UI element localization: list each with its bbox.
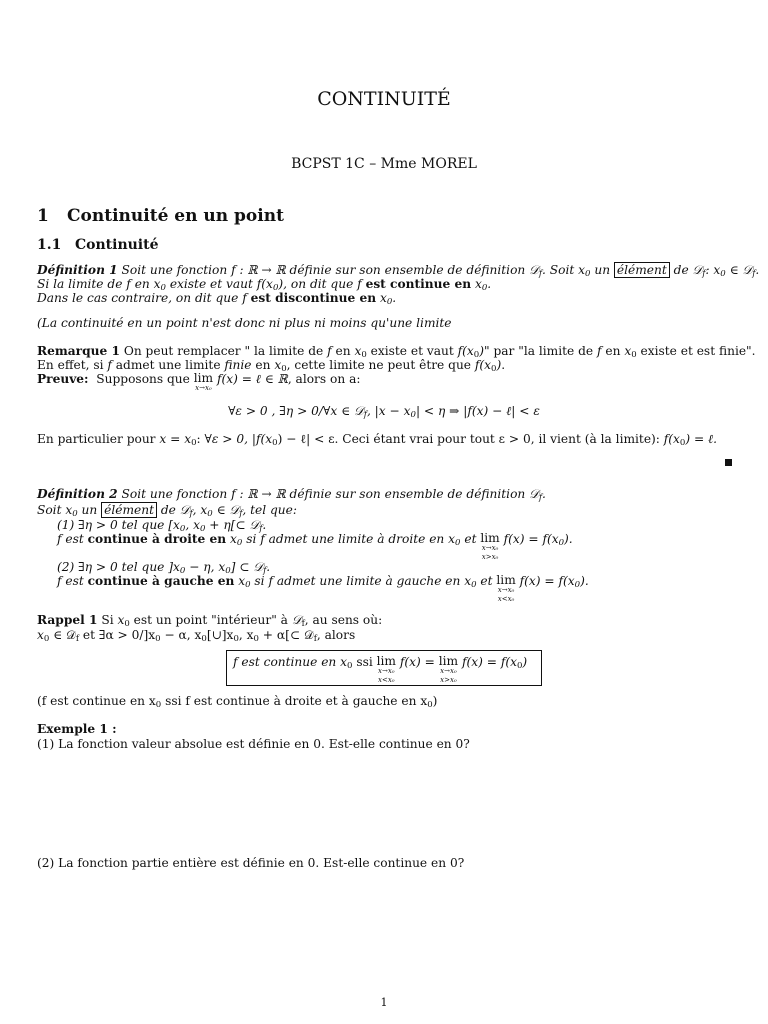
math: f (107, 358, 112, 372)
math: f (327, 344, 332, 358)
lim-sub: x→x₀ (481, 544, 499, 553)
text: un (81, 503, 98, 517)
text: Supposons que (96, 372, 190, 386)
math: [∪]x (206, 628, 234, 642)
math: f(x) = (399, 655, 435, 669)
math-sub: 0 (207, 509, 213, 520)
text: En effet, si (37, 358, 104, 372)
math-sub: f (313, 634, 317, 645)
math: ) (564, 532, 569, 546)
math: f(x (558, 574, 575, 588)
math: . (487, 277, 492, 291)
math: f : ℝ → ℝ (231, 487, 286, 501)
math: + α[⊂ 𝒟 (258, 628, 314, 642)
math-sub: 0 (191, 438, 197, 449)
rappel-line2 (37, 628, 355, 643)
math: x (200, 503, 208, 517)
text: Soit une fonction (121, 263, 228, 277)
qed-square-icon (725, 459, 732, 466)
text: et (464, 532, 477, 546)
text: Si la limite de (37, 277, 123, 291)
def1-line1 (37, 263, 759, 278)
text-italic: finie (224, 358, 252, 372)
math: x (624, 344, 632, 358)
math: ∀ε > 0, |f(x (204, 432, 273, 446)
math: x (578, 263, 586, 277)
note: (La continuité en un point n'est donc ni plus ni moins qu'une limite (37, 316, 452, 330)
math: f(x (474, 358, 492, 372)
math-sub: 0 (272, 438, 278, 449)
math: . (392, 291, 397, 305)
lim: lim (496, 573, 516, 587)
text: existe et est finie". (640, 344, 756, 358)
proof-line (37, 372, 360, 393)
rappel-after (37, 694, 437, 709)
math: ) = ℓ. (685, 432, 718, 446)
lim-sub: x→x₀ (440, 667, 457, 676)
math-sub: 0 (160, 283, 166, 294)
math-sub: f (752, 269, 756, 280)
math-sub: 0 (43, 634, 50, 645)
text: un (594, 263, 611, 277)
math-sub: 0 (245, 580, 251, 591)
math: . (501, 358, 506, 372)
math: ∈ 𝒟 (729, 263, 753, 277)
math: : (196, 432, 201, 446)
text-bold: continue à gauche en (87, 574, 235, 588)
def1-line3 (37, 291, 396, 306)
proof-label: Preuve: (37, 372, 89, 386)
document-subtitle: BCPST 1C – Mme MOREL (291, 156, 477, 172)
text: admet une limite à droite en (268, 532, 445, 546)
math-sub: 0 (124, 619, 130, 630)
lim: lim (438, 654, 459, 668)
math: f (242, 291, 247, 305)
math-sub: 0 (427, 700, 433, 711)
example-label: Exemple 1 : (37, 722, 117, 736)
math: x (474, 277, 482, 291)
text: est (65, 532, 84, 546)
def2-left-continuity (57, 574, 589, 603)
math-sub: 0 (386, 297, 393, 308)
math-sub: 0 (201, 634, 207, 645)
math: f est continue en x (233, 655, 348, 669)
def2-line2 (37, 503, 297, 518)
math-sub: f (702, 269, 706, 280)
text: (f est continue en x (37, 694, 156, 708)
math-sub: f (259, 524, 263, 535)
math: f(x (457, 344, 474, 358)
math-sub: 0 (585, 269, 591, 280)
math: 𝒟 (291, 613, 302, 627)
math: f (357, 277, 362, 291)
text: (2) ∃η > 0 tel que (57, 560, 165, 574)
remark1-line1: Remarque 1 On peut remplacer " la limite de f en $x_0$ existe et vaut $f(x_0)$" par "la limite de f en $x_0$ existe et est finie". (37, 344, 756, 361)
lim-sub: x<x₀ (497, 594, 515, 603)
math-sub: f (538, 269, 543, 280)
math: . (266, 560, 271, 574)
limit-expression (439, 655, 458, 684)
def2-right-continuity (57, 532, 573, 561)
math-sub: 0 (410, 410, 416, 421)
proof-conclusion (37, 432, 717, 447)
section-title: Continuité en un point (67, 206, 284, 226)
math: x (153, 277, 161, 291)
text: Dans le cas contraire, on dit que (37, 291, 239, 305)
math: ∈ 𝒟 (216, 503, 240, 517)
math: ) (580, 574, 585, 588)
math: . (262, 518, 267, 532)
math: et ∃α > 0/]x (78, 628, 156, 642)
math: f (57, 532, 62, 546)
page-number: 1 (380, 996, 388, 1009)
text-bold: est discontinue en (250, 291, 377, 305)
math: + η[⊂ 𝒟 (205, 518, 260, 532)
subsection-number: 1.1 (37, 237, 62, 253)
math-sub: 0 (225, 566, 231, 577)
math-sub: f (363, 410, 367, 421)
text: Soit (549, 263, 575, 277)
math: , (192, 503, 197, 517)
lim-sub: x>x₀ (440, 675, 457, 684)
math: ) (522, 655, 528, 669)
text: ssi (356, 655, 373, 669)
document-title: CONTINUITÉ (317, 88, 451, 110)
rappel-label: Rappel 1 (37, 613, 98, 627)
limit-expression (480, 532, 499, 561)
math: , |x − x (366, 404, 411, 418)
text: ssi f est continue à droite et à gauche en x (161, 694, 428, 708)
def2-line1 (37, 487, 546, 502)
lim-sub: x<x₀ (378, 675, 395, 684)
limit-expression (377, 655, 396, 684)
text: , tel que: (242, 503, 297, 517)
lim-sub: x→x₀ (497, 586, 515, 595)
math-sub: 0 (631, 350, 637, 361)
math-sub: 0 (481, 283, 488, 294)
math-sub: f (75, 634, 79, 645)
math: . (568, 532, 573, 546)
math: f (260, 532, 265, 546)
boxed-word: élément (101, 502, 157, 518)
math: x (117, 613, 125, 627)
math: x (274, 358, 282, 372)
text: existe et vaut (370, 344, 454, 358)
subsection-title: Continuité (75, 237, 159, 253)
math: f(x (663, 432, 680, 446)
math-sub: 0 (516, 661, 523, 672)
framed-theorem (226, 650, 542, 686)
math-sub: 0 (491, 364, 497, 375)
math: . (542, 263, 546, 277)
math: , x (185, 518, 200, 532)
math-sub: 0 (236, 538, 243, 549)
math-sub: 0 (558, 538, 565, 549)
math: . (542, 487, 546, 501)
math: f(x (256, 277, 273, 291)
math: x = x (159, 432, 192, 446)
text: de (160, 503, 176, 517)
text: définie sur son ensemble de définition (289, 263, 526, 277)
math-sub: 0 (179, 566, 186, 577)
lim-sub: x>x₀ (481, 552, 499, 561)
def2-condition1 (57, 518, 266, 533)
math: | < η ⇒ |f(x) − ℓ| < ε (415, 404, 540, 418)
math-sub: 0 (253, 634, 259, 645)
math: 𝒟 (529, 263, 539, 277)
remark1-line2 (37, 358, 505, 373)
math: f(x) = (519, 574, 555, 588)
limit-expression (496, 574, 515, 603)
math-sub: 0 (347, 661, 353, 672)
boxed-word: élément (614, 262, 670, 278)
text: (1) ∃η > 0 tel que (57, 518, 165, 532)
math: f(x) = (503, 532, 539, 546)
math: : (705, 263, 710, 277)
text: ) − ℓ| < ε. Ceci étant vrai pour tout ε > 0, il vient (à la limite): (277, 432, 660, 446)
math: [x (168, 518, 180, 532)
math: − α, x (160, 628, 202, 642)
math: 𝒟 (692, 263, 703, 277)
text: de (673, 263, 689, 277)
subsection-heading (37, 237, 159, 255)
text: est un point "intérieur" à (133, 613, 288, 627)
example-question-2: (2) La fonction partie entière est définie en 0. Est-elle continue en 0? (37, 856, 465, 870)
lim: lim (376, 654, 396, 668)
text-bold: est continue en (365, 277, 472, 291)
math: f (268, 574, 273, 588)
section-number: 1 (37, 206, 49, 226)
math: f (597, 344, 602, 358)
math: f : ℝ → ℝ (231, 263, 286, 277)
math: f(x (542, 532, 559, 546)
math: − η, x (185, 560, 226, 574)
limit-expression (194, 372, 213, 393)
math: ∈ 𝒟 (49, 628, 76, 642)
math: . (584, 574, 589, 588)
math-sub: 0 (281, 364, 287, 375)
math: f(x) = ℓ ∈ ℝ (216, 372, 288, 386)
math: ] ⊂ 𝒟 (230, 560, 264, 574)
text: existe et vaut (169, 277, 253, 291)
math-sub: 0 (155, 634, 161, 645)
text-bold: continue à droite en (87, 532, 227, 546)
rappel-line1 (37, 613, 382, 628)
text: En particulier pour (37, 432, 156, 446)
text: admet une limite à gauche en (276, 574, 461, 588)
text: si (254, 574, 265, 588)
lim-sub: x→x₀ (195, 384, 212, 393)
math: f (126, 277, 131, 291)
text: On peut remplacer " la limite de (123, 344, 324, 358)
math: f(x (500, 655, 517, 669)
math-sub: 0 (199, 524, 206, 535)
text: ) (432, 694, 438, 708)
proof-formula (0, 404, 768, 419)
text: , cette limite ne peut être que (286, 358, 472, 372)
math: ) (496, 358, 502, 372)
def2-label: Définition 2 (37, 487, 118, 501)
math: f(x) = (461, 655, 497, 669)
math-sub: f (538, 493, 543, 504)
math-sub: 0 (574, 580, 581, 591)
text: et (480, 574, 493, 588)
def1-line2: Si la limite de f en $x_0$ existe et vaut $f(x_0)$, on dit que f est continue en $x_0$. (37, 277, 492, 294)
framed-theorem-content (233, 655, 527, 684)
math: f (57, 574, 62, 588)
text: , alors (316, 628, 356, 642)
text: , au sens où: (304, 613, 383, 627)
text: " par "la limite de (483, 344, 594, 358)
math: , x (238, 628, 254, 642)
math: x (238, 574, 246, 588)
section-heading (37, 206, 284, 227)
lim: lim (480, 531, 500, 545)
math-sub: 0 (361, 350, 367, 361)
math: ) (278, 277, 284, 291)
text: , alors on a: (287, 372, 361, 386)
text: définie sur son ensemble de définition (289, 487, 526, 501)
math: x (379, 291, 387, 305)
text: admet une limite (115, 358, 221, 372)
math: x (230, 532, 237, 546)
math: . (755, 263, 760, 277)
math-sub: f (301, 619, 305, 630)
math: ∀ε > 0 , ∃η > 0/∀x ∈ 𝒟 (228, 404, 364, 418)
math-sub: f (239, 509, 243, 520)
text: Si (101, 613, 114, 627)
math-sub: 0 (455, 538, 461, 549)
math-sub: 0 (473, 350, 480, 361)
math-sub: 0 (272, 283, 279, 294)
def1-label: Définition 1 (37, 263, 118, 277)
text: Soit une fonction (121, 487, 228, 501)
math-sub: 0 (72, 509, 78, 520)
math-sub: 0 (233, 634, 239, 645)
math-sub: f (189, 509, 193, 520)
math-sub: 0 (155, 700, 162, 711)
math: ]x (168, 560, 180, 574)
text: , on dit que (283, 277, 354, 291)
math-sub: 0 (720, 269, 726, 280)
math: x (65, 503, 73, 517)
math: x (713, 263, 721, 277)
lim-sub: x→x₀ (378, 667, 395, 676)
math-sub: 0 (679, 438, 686, 449)
lim: lim (193, 371, 214, 385)
math: x (37, 628, 44, 642)
math-sub: 0 (471, 580, 477, 591)
text: est (65, 574, 84, 588)
remark1-label: Remarque 1 (37, 344, 120, 358)
math: x (354, 344, 362, 358)
math: ) (479, 344, 484, 358)
text: Soit (37, 503, 62, 517)
math: 𝒟 (179, 503, 190, 517)
math: 𝒟 (529, 487, 539, 501)
def2-condition2 (57, 560, 270, 575)
text: en (255, 358, 271, 372)
math: x (448, 532, 456, 546)
example-question-1: (1) La fonction valeur absolue est définie en 0. Est-elle continue en 0? (37, 737, 470, 751)
math: x (464, 574, 472, 588)
math-sub: f (263, 566, 267, 577)
text: si (246, 532, 257, 546)
math-sub: 0 (179, 524, 186, 535)
